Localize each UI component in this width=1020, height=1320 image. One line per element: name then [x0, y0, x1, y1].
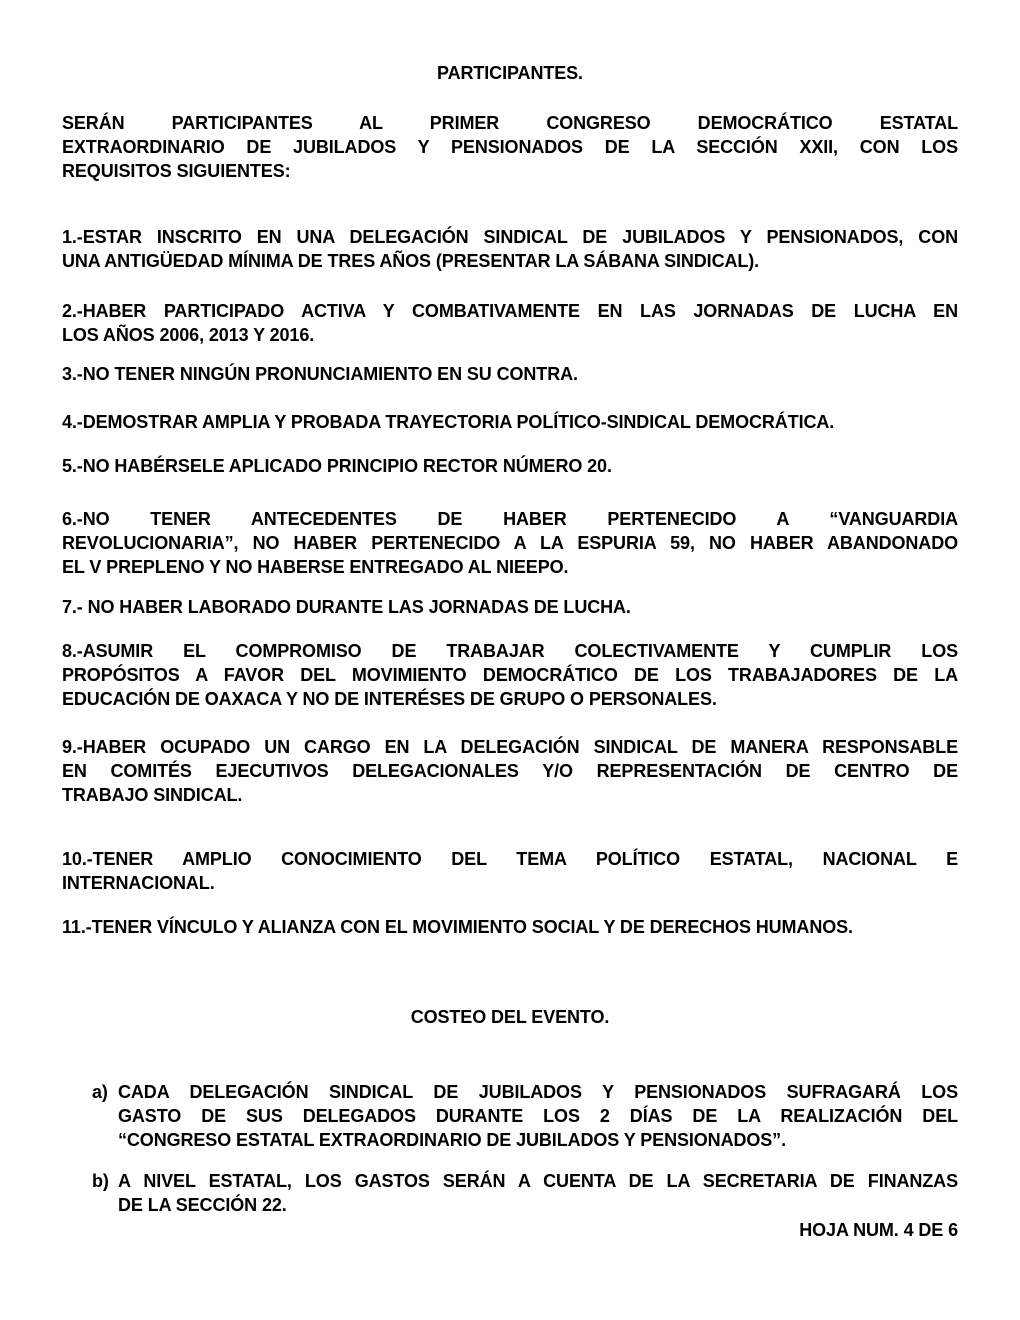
text-line: A NIVEL ESTATAL, LOS GASTOS SERÁN A CUENTA DE LA SECRETARIA DE FINANZAS: [118, 1171, 958, 1191]
requirement-item: [62, 507, 958, 579]
text-line: 5.-NO HABÉRSELE APLICADO PRINCIPIO RECTOR NÚMERO 20.: [62, 456, 612, 476]
requirement-item: [62, 410, 958, 434]
text-line: 10.-TENER AMPLIO CONOCIMIENTO DEL TEMA POLÍTICO ESTATAL, NACIONAL E: [62, 849, 958, 869]
list-item-marker: b): [92, 1171, 109, 1191]
cost-list: [62, 1080, 958, 1217]
text-line: REQUISITOS SIGUIENTES:: [62, 161, 291, 181]
cost-item-text: [118, 1080, 958, 1152]
cost-list-item: [62, 1080, 958, 1152]
text-line: DE LA SECCIÓN 22.: [118, 1195, 287, 1215]
text-line: EL V PREPLENO Y NO HABERSE ENTREGADO AL NIEEPO.: [62, 557, 569, 577]
text-line: 3.-NO TENER NINGÚN PRONUNCIAMIENTO EN SU CONTRA.: [62, 364, 578, 384]
text-line: 6.-NO TENER ANTECEDENTES DE HABER PERTENECIDO A “VANGUARDIA: [62, 509, 958, 529]
text-line: TRABAJO SINDICAL.: [62, 785, 243, 805]
text-line: 9.-HABER OCUPADO UN CARGO EN LA DELEGACIÓN SINDICAL DE MANERA RESPONSABLE: [62, 737, 958, 757]
cost-item-text: [118, 1169, 958, 1217]
costing-section-heading: COSTEO DEL EVENTO.: [410, 1007, 610, 1027]
cost-list-item: [62, 1169, 958, 1217]
page-title: PARTICIPANTES.: [437, 63, 583, 83]
requirement-item: [62, 299, 958, 347]
requirement-item: [62, 639, 958, 711]
text-line: CADA DELEGACIÓN SINDICAL DE JUBILADOS Y PENSIONADOS SUFRAGARÁ LOS: [118, 1082, 958, 1102]
text-line: 8.-ASUMIR EL COMPROMISO DE TRABAJAR COLECTIVAMENTE Y CUMPLIR LOS: [62, 641, 958, 661]
requirement-item: [62, 454, 958, 478]
text-line: EXTRAORDINARIO DE JUBILADOS Y PENSIONADOS DE LA SECCIÓN XXII, CON LOS: [62, 137, 958, 157]
text-line: LOS AÑOS 2006, 2013 Y 2016.: [62, 325, 315, 345]
page-number-footer: HOJA NUM. 4 DE 6: [799, 1220, 958, 1240]
list-item-marker: a): [92, 1082, 108, 1102]
text-line: EDUCACIÓN DE OAXACA Y NO DE INTERÉSES DE GRUPO O PERSONALES.: [62, 689, 717, 709]
text-line: EN COMITÉS EJECUTIVOS DELEGACIONALES Y/O REPRESENTACIÓN DE CENTRO DE: [62, 761, 958, 781]
text-line: UNA ANTIGÜEDAD MÍNIMA DE TRES AÑOS (PRESENTAR LA SÁBANA SINDICAL).: [62, 251, 760, 271]
text-line: REVOLUCIONARIA”, NO HABER PERTENECIDO A LA ESPURIA 59, NO HABER ABANDONADO: [62, 533, 958, 553]
requirement-item: [62, 225, 958, 273]
text-line: “CONGRESO ESTATAL EXTRAORDINARIO DE JUBILADOS Y PENSIONADOS”.: [118, 1130, 786, 1150]
text-line: 2.-HABER PARTICIPADO ACTIVA Y COMBATIVAMENTE EN LAS JORNADAS DE LUCHA EN: [62, 301, 958, 321]
requirement-item: [62, 362, 958, 386]
text-line: 4.-DEMOSTRAR AMPLIA Y PROBADA TRAYECTORIA POLÍTICO-SINDICAL DEMOCRÁTICA.: [62, 412, 835, 432]
requirement-item: [62, 735, 958, 807]
intro-paragraph: [62, 111, 958, 183]
text-line: PROPÓSITOS A FAVOR DEL MOVIMIENTO DEMOCRÁTICO DE LOS TRABAJADORES DE LA: [62, 665, 958, 685]
requirement-item: [62, 847, 958, 895]
requirement-item: [62, 595, 958, 619]
text-line: INTERNACIONAL.: [62, 873, 215, 893]
requirement-item: [62, 915, 958, 939]
text-line: GASTO DE SUS DELEGADOS DURANTE LOS 2 DÍAS DE LA REALIZACIÓN DEL: [118, 1106, 958, 1126]
text-line: 7.- NO HABER LABORADO DURANTE LAS JORNADAS DE LUCHA.: [62, 597, 631, 617]
text-line: 1.-ESTAR INSCRITO EN UNA DELEGACIÓN SINDICAL DE JUBILADOS Y PENSIONADOS, CON: [62, 227, 958, 247]
text-line: 11.-TENER VÍNCULO Y ALIANZA CON EL MOVIMIENTO SOCIAL Y DE DERECHOS HUMANOS.: [62, 917, 853, 937]
requirements-list: [62, 225, 958, 939]
text-line: SERÁN PARTICIPANTES AL PRIMER CONGRESO DEMOCRÁTICO ESTATAL: [62, 113, 958, 133]
